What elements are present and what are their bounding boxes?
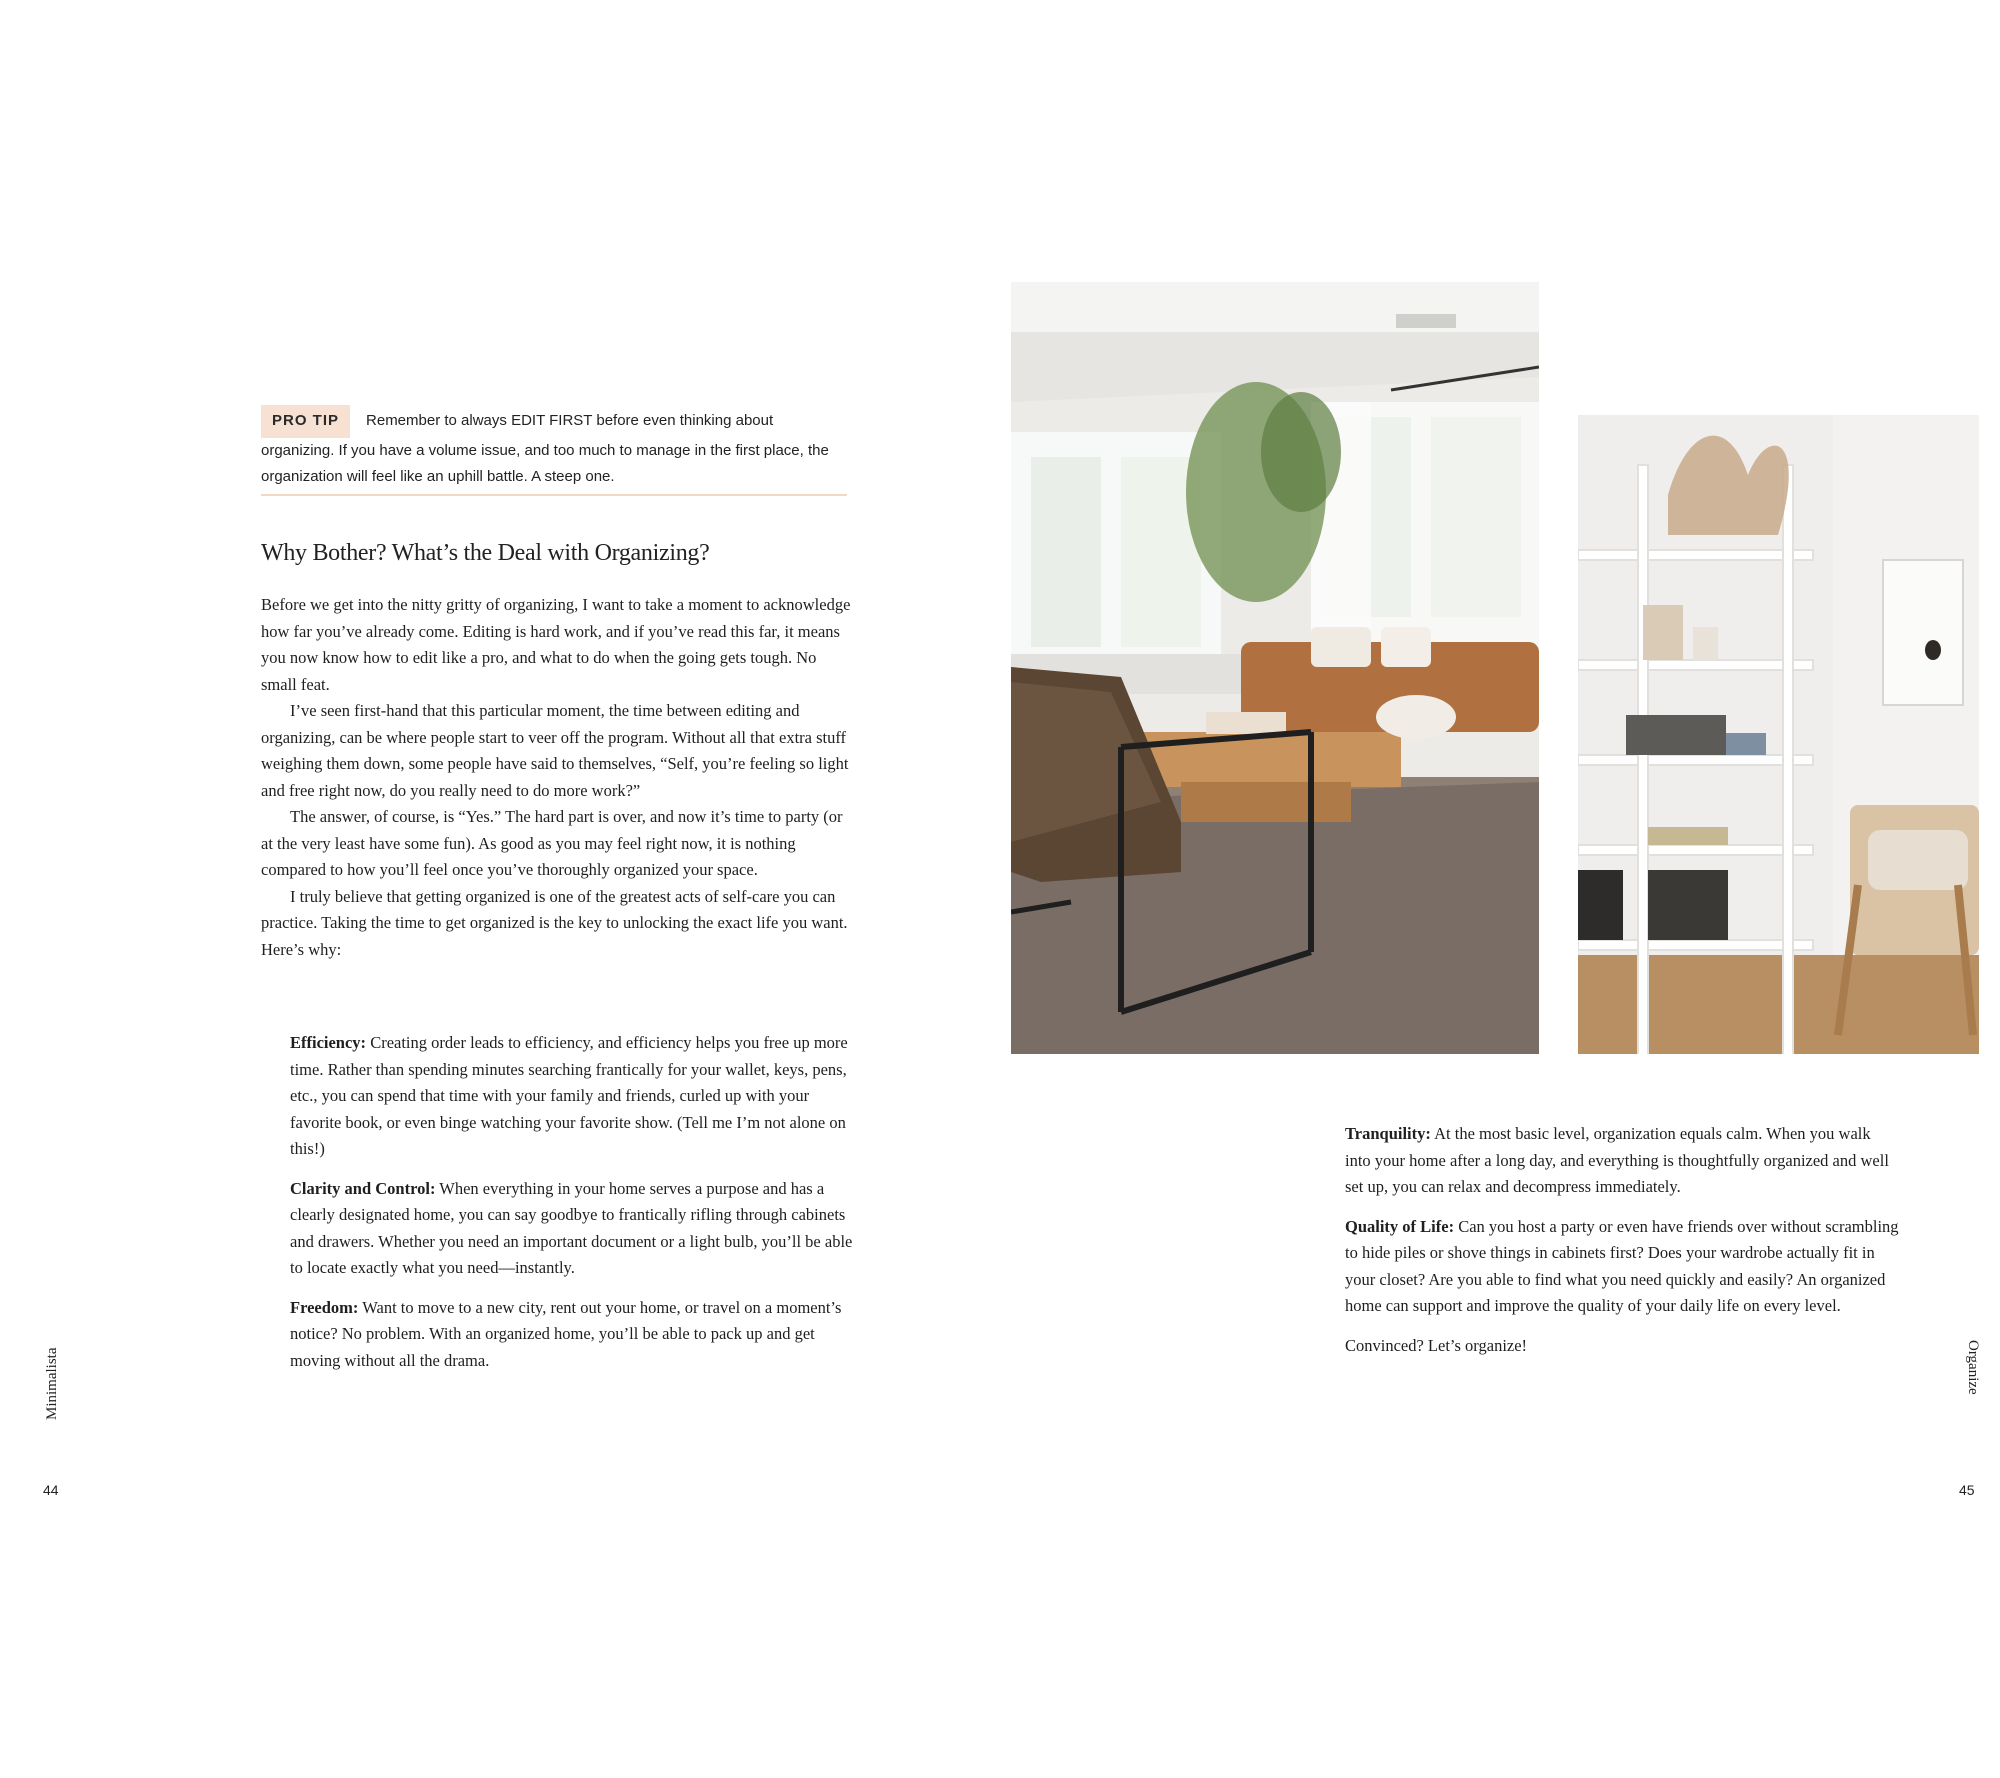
reason-text: When everything in your home serves a purpose and has a clearly designated home, you can say goodbye to frantically rifling through cabinets and drawers. Whether you need an important document or a light bulb, you’ll be able to locate exactly what you need—instantly.: [290, 1178, 853, 1277]
page-number-left: 44: [43, 1482, 59, 1498]
body-paragraph: The answer, of course, is “Yes.” The hard part is over, and now it’s time to party (or at the very least have some fun). As good as you may feel right now, it is nothing compared to how you’ll feel once you’ve thoroughly organized your space.: [261, 807, 843, 879]
reason-term: Freedom:: [290, 1297, 359, 1317]
reason-term: Efficiency:: [290, 1033, 367, 1052]
reason-item: [1345, 1121, 1900, 1201]
reason-text: Creating order leads to efficiency, and efficiency helps you free up more time. Rather than spending minutes searching frantically for your wallet, keys, pens, etc., you can spend that time with your family and friends, curled up with your favorite book, or even binge watching your favorite show. (Tell me I’m not alone on this!): [290, 1033, 848, 1158]
reasons-list-left: [290, 1030, 855, 1387]
body-paragraph: Before we get into the nitty gritty of organizing, I want to take a moment to acknowledge how far you’ve already come. Editing is hard work, and if you’ve read this far, it means you now know how to edit like a pro, and what to do when the going gets tough. No small feat.: [261, 595, 851, 694]
reasons-list-right: [1345, 1121, 1900, 1372]
running-head-right-text: Organize: [1965, 1340, 1981, 1395]
body-paragraph: I truly believe that getting organized is one of the greatest acts of self-care you can practice. Taking the time to get organized is the key to unlocking the exact life you want. Here’s why:: [261, 886, 848, 959]
reason-item: [290, 1030, 855, 1163]
reason-item: [290, 1295, 855, 1375]
body-paragraph: I’ve seen first-hand that this particular moment, the time between editing and organizing, can be where people start to veer off the program. Without all that extra stuff weighing them down, some people have said to themselves, “Self, you’re feeling so light and free right now, do you really need to do more work?”: [261, 701, 849, 800]
shelf-photo: [1578, 415, 1979, 1054]
reason-term: Clarity and Control:: [290, 1178, 436, 1198]
running-head-left-text: Minimalista: [44, 1347, 60, 1420]
reason-item: [290, 1176, 855, 1282]
reason-text: At the most basic level, organization equals calm. When you walk into your home after a long day, and everything is thoughtfully organized and well set up, you can relax and decompress immediately.: [1345, 1124, 1889, 1196]
page-number-right: 45: [1959, 1482, 1975, 1498]
reason-text: Can you host a party or even have friends over without scrambling to hide piles or shove things in cabinets first? Does your wardrobe actually fit in your closet? Are you able to find what you need quickly and easily? An organized home can support and improve the quality of your daily life on every level.: [1345, 1216, 1899, 1315]
reason-term: Quality of Life:: [1345, 1216, 1455, 1236]
reason-text: Want to move to a new city, rent out your home, or travel on a moment’s notice? No problem. With an organized home, you’ll be able to pack up and get moving without all the drama.: [290, 1297, 842, 1370]
pro-tip-box: [261, 405, 847, 490]
pro-tip-content: [261, 412, 829, 485]
running-head-right: [1955, 1340, 1995, 1430]
reason-term: Tranquility:: [1345, 1124, 1431, 1143]
pro-tip-divider: [261, 494, 847, 496]
body-text: [261, 592, 851, 963]
living-room-photo: [1011, 282, 1539, 1054]
running-head-left: [36, 1330, 76, 1420]
reason-item: [1345, 1214, 1900, 1320]
closing-line: Convinced? Let’s organize!: [1345, 1335, 1528, 1355]
pro-tip-badge: PRO TIP: [261, 405, 350, 438]
pro-tip-text: Remember to always EDIT FIRST before even thinking about organizing. If you have a volume issue, and too much to manage in the first place, the organization will feel like an uphill battle. A steep one.: [261, 412, 829, 485]
section-heading: Why Bother? What’s the Deal with Organizing?: [261, 540, 710, 566]
